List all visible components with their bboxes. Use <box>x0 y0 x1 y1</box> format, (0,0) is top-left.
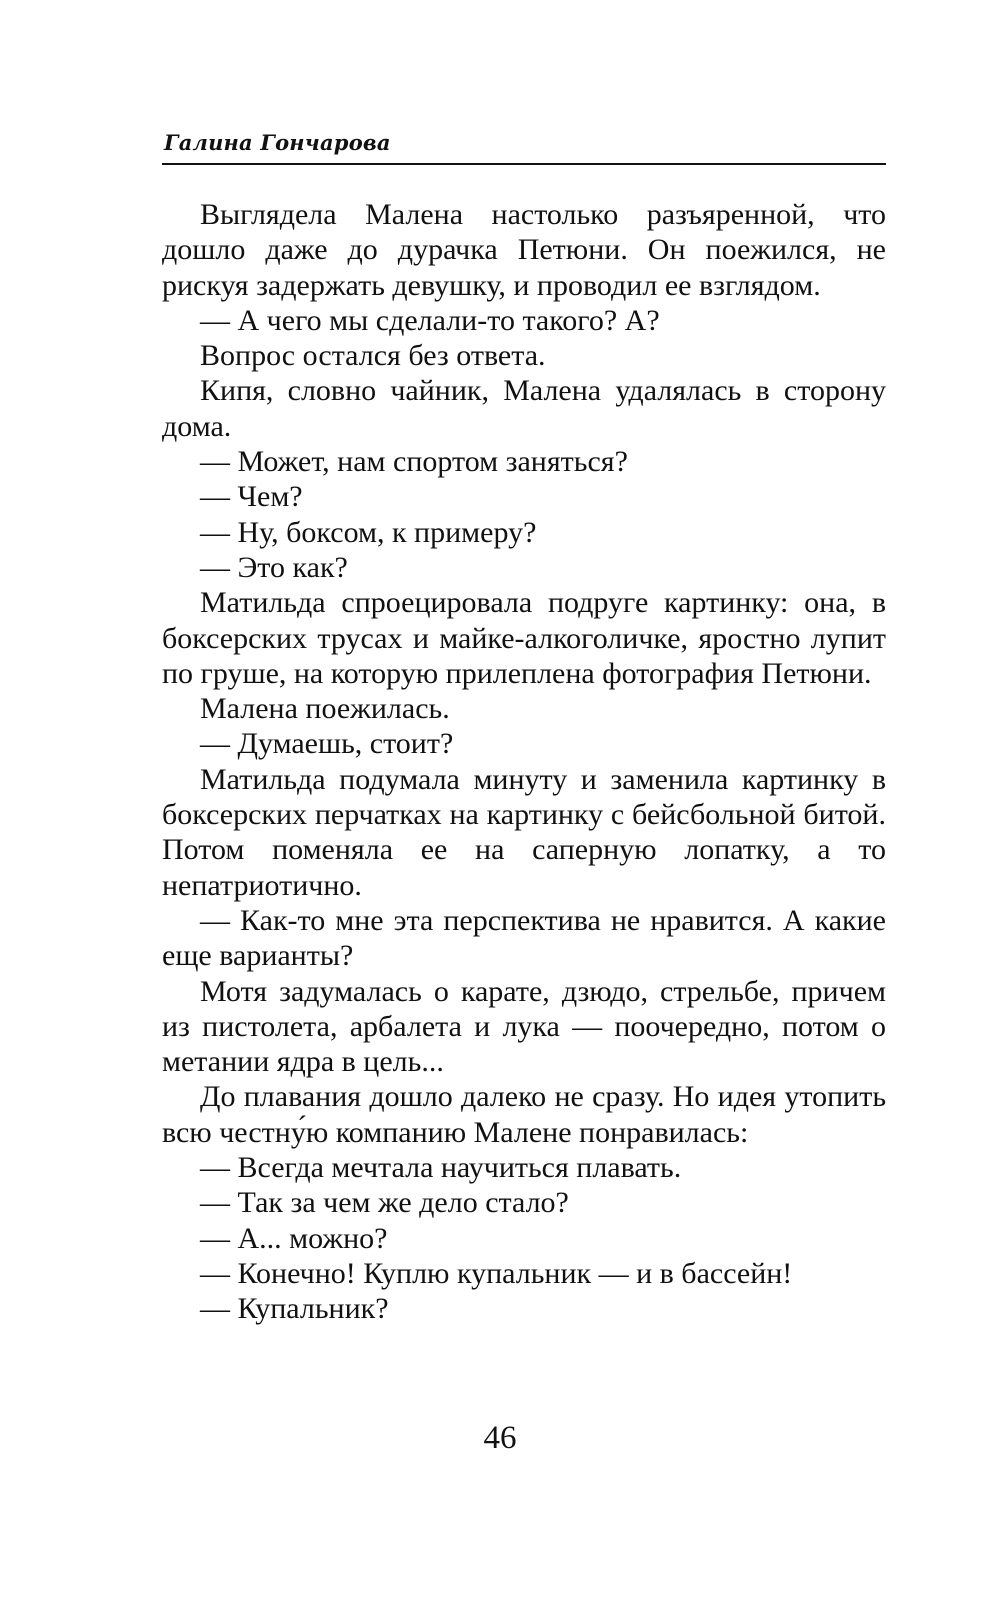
paragraph: Малена поежилась. <box>200 692 450 726</box>
paragraph: До плавания дошло далеко не сразу. Но идея утопить всю честну́ю компанию Малене понравилась: <box>162 1080 886 1149</box>
body-text <box>162 197 886 1327</box>
paragraph: — А... можно? <box>200 1221 388 1255</box>
paragraph: — Чем? <box>200 480 303 514</box>
paragraph: Мотя задумалась о карате, дзюдо, стрельбе, причем из пистолета, арбалета и лука — поочередно, потом о метании ядра в цель... <box>162 974 886 1079</box>
paragraph: — Как-то мне эта перспектива не нравится. А какие еще варианты? <box>162 903 886 973</box>
paragraph: — Ну, боксом, к примеру? <box>200 515 537 549</box>
paragraph: — Купальник? <box>200 1292 389 1326</box>
paragraph: Вопрос остался без ответа. <box>200 339 546 373</box>
paragraph: — Так за чем же дело стало? <box>200 1186 569 1220</box>
paragraph: — Конечно! Куплю купальник — и в бассейн! <box>200 1256 793 1290</box>
paragraph: — Может, нам спортом заняться? <box>200 445 628 479</box>
paragraph: Кипя, словно чайник, Малена удалялась в сторону дома. <box>162 374 886 443</box>
paragraph: Выглядела Малена настолько разъяренной, что дошло даже до дурачка Петюни. Он поежился, не рискуя задержать девушку, и проводил ее взглядом. <box>162 198 886 302</box>
paragraph: Матильда спроецировала подруге картинку: она, в боксерских трусах и майке-алкоголичке, яростно лупит по груше, на которую прилеплена фотография Петюни. <box>162 586 886 690</box>
page-number: 46 <box>483 1420 517 1456</box>
paragraph: Матильда подумала минуту и заменила картинку в боксерских перчатках на картинку с бейсбольной битой. Потом поменяла ее на саперную лопатку, а то непатриотично. <box>162 762 886 902</box>
paragraph: — Всегда мечтала научиться плавать. <box>200 1151 682 1185</box>
paragraph: — Думаешь, стоит? <box>200 727 454 761</box>
paragraph: — Это как? <box>200 550 348 584</box>
paragraph: — А чего мы сделали-то такого? А? <box>200 303 660 337</box>
header-rule <box>162 163 886 165</box>
running-head-author: Галина Гончарова <box>164 130 391 155</box>
